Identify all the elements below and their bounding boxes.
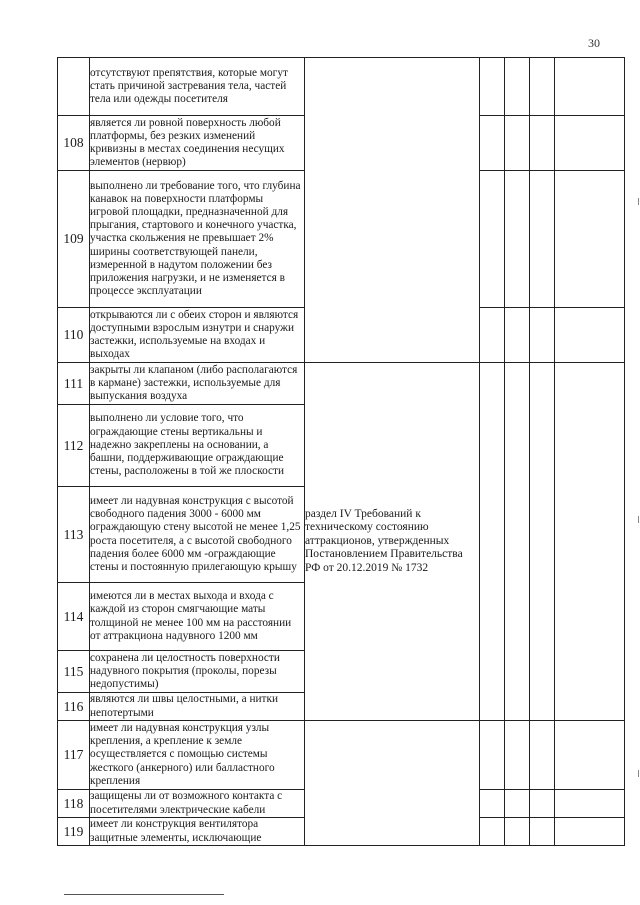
table-row [58,58,625,116]
checkbox-cell[interactable] [555,363,625,721]
checkbox-cell[interactable] [505,116,530,171]
reference-text: раздел IV Требований к техническому состоянию аттракционов, утвержденных Постановлением Правительства РФ от 20.12.2019 № 1732 [305,507,463,574]
checkbox-cell[interactable] [505,171,530,308]
checkbox-cell[interactable] [555,58,625,116]
checkbox-cell[interactable] [505,790,530,818]
checkbox-cell[interactable] [530,721,555,790]
requirement-text: защищены ли от возможного контакта с посетителями электрические кабели [90,790,305,818]
checkbox-cell[interactable] [505,308,530,363]
scan-margin-mark [638,770,639,777]
row-number: 119 [58,818,90,846]
row-number: 115 [58,651,90,693]
requirement-text: являются ли швы целостными, а нитки непотертыми [90,693,305,721]
checkbox-cell[interactable] [530,790,555,818]
requirement-text: сохранена ли целостность поверхности надувного покрытия (проколы, порезы недопустимы) [90,651,305,693]
checkbox-cell[interactable] [555,818,625,846]
scan-margin-mark [638,198,639,205]
footer-divider [64,894,224,895]
checkbox-cell[interactable] [530,818,555,846]
checkbox-cell[interactable] [555,721,625,790]
checkbox-cell[interactable] [530,116,555,171]
checkbox-cell[interactable] [530,363,555,721]
row-number: 116 [58,693,90,721]
scan-margin-mark [638,516,639,523]
checkbox-cell[interactable] [480,308,505,363]
row-number: 118 [58,790,90,818]
requirement-text: является ли ровной поверхность любой платформы, без резких изменений кривизны в местах соединения несущих элементов (нервюр) [90,116,305,171]
reference-cell-empty [305,58,480,363]
row-number: 110 [58,308,90,363]
table-row [58,721,625,790]
row-number: 111 [58,363,90,405]
requirement-text: имеет ли надувная конструкция с высотой свободного падения 3000 - 6000 мм ограждающую стену высотой не менее 1,25 роста посетителя, а с высотой свободного падения более 6000 мм -ограждающие стены и постоянную прилегающую крышу [90,487,305,583]
checkbox-cell[interactable] [505,58,530,116]
checkbox-cell[interactable] [555,116,625,171]
checkbox-cell[interactable] [480,116,505,171]
checkbox-cell[interactable] [530,308,555,363]
row-number: 109 [58,171,90,308]
checkbox-cell[interactable] [555,171,625,308]
checkbox-cell[interactable] [505,818,530,846]
checkbox-cell[interactable] [480,171,505,308]
row-number: 112 [58,405,90,487]
checklist-table [57,57,625,846]
reference-cell [305,363,480,721]
row-number [58,58,90,116]
checkbox-cell[interactable] [480,58,505,116]
checkbox-cell[interactable] [480,721,505,790]
requirement-text: открываются ли с обеих сторон и являются доступными взрослым изнутри и снаружи застежки, используемые на входах и выходах [90,308,305,363]
requirement-text: имеет ли надувная конструкция узлы крепления, а крепление к земле осуществляется с помощью системы жесткого (анкерного) или балластного крепления [90,721,305,790]
row-number: 114 [58,583,90,651]
row-number: 113 [58,487,90,583]
checkbox-cell[interactable] [555,790,625,818]
checkbox-cell[interactable] [480,363,505,721]
requirement-text: имеет ли конструкция вентилятора защитные элементы, исключающие [90,818,305,846]
checkbox-cell[interactable] [555,308,625,363]
checkbox-cell[interactable] [530,58,555,116]
requirement-text: отсутствуют препятствия, которые могут стать причиной застревания тела, частей тела или одежды посетителя [90,58,305,116]
row-number: 117 [58,721,90,790]
reference-cell-empty [305,721,480,846]
row-number: 108 [58,116,90,171]
requirement-text: имеются ли в местах выхода и входа с каждой из сторон смягчающие маты толщиной не менее 100 мм на расстоянии от аттракциона надувного 1200 мм [90,583,305,651]
page-number: 30 [588,36,600,50]
checkbox-cell[interactable] [505,363,530,721]
checkbox-cell[interactable] [480,790,505,818]
checkbox-cell[interactable] [505,721,530,790]
requirement-text: выполнено ли условие того, что ограждающие стены вертикальны и надежно закреплены на основании, а башни, поддерживающие ограждающие стены, расположены в той же плоскости [90,405,305,487]
table-row [58,363,625,405]
requirement-text: закрыты ли клапаном (либо располагаются в кармане) застежки, используемые для выпускания воздуха [90,363,305,405]
checkbox-cell[interactable] [480,818,505,846]
requirement-text: выполнено ли требование того, что глубина канавок на поверхности платформы игровой площадки, предназначенной для прыгания, стартового и конечного участка, участка скольжения не превышает 2% ширины соответствующей панели, измеренной в надутом положении без приложения нагрузки, и не изменяется в процессе эксплуатации [90,171,305,308]
checkbox-cell[interactable] [530,171,555,308]
